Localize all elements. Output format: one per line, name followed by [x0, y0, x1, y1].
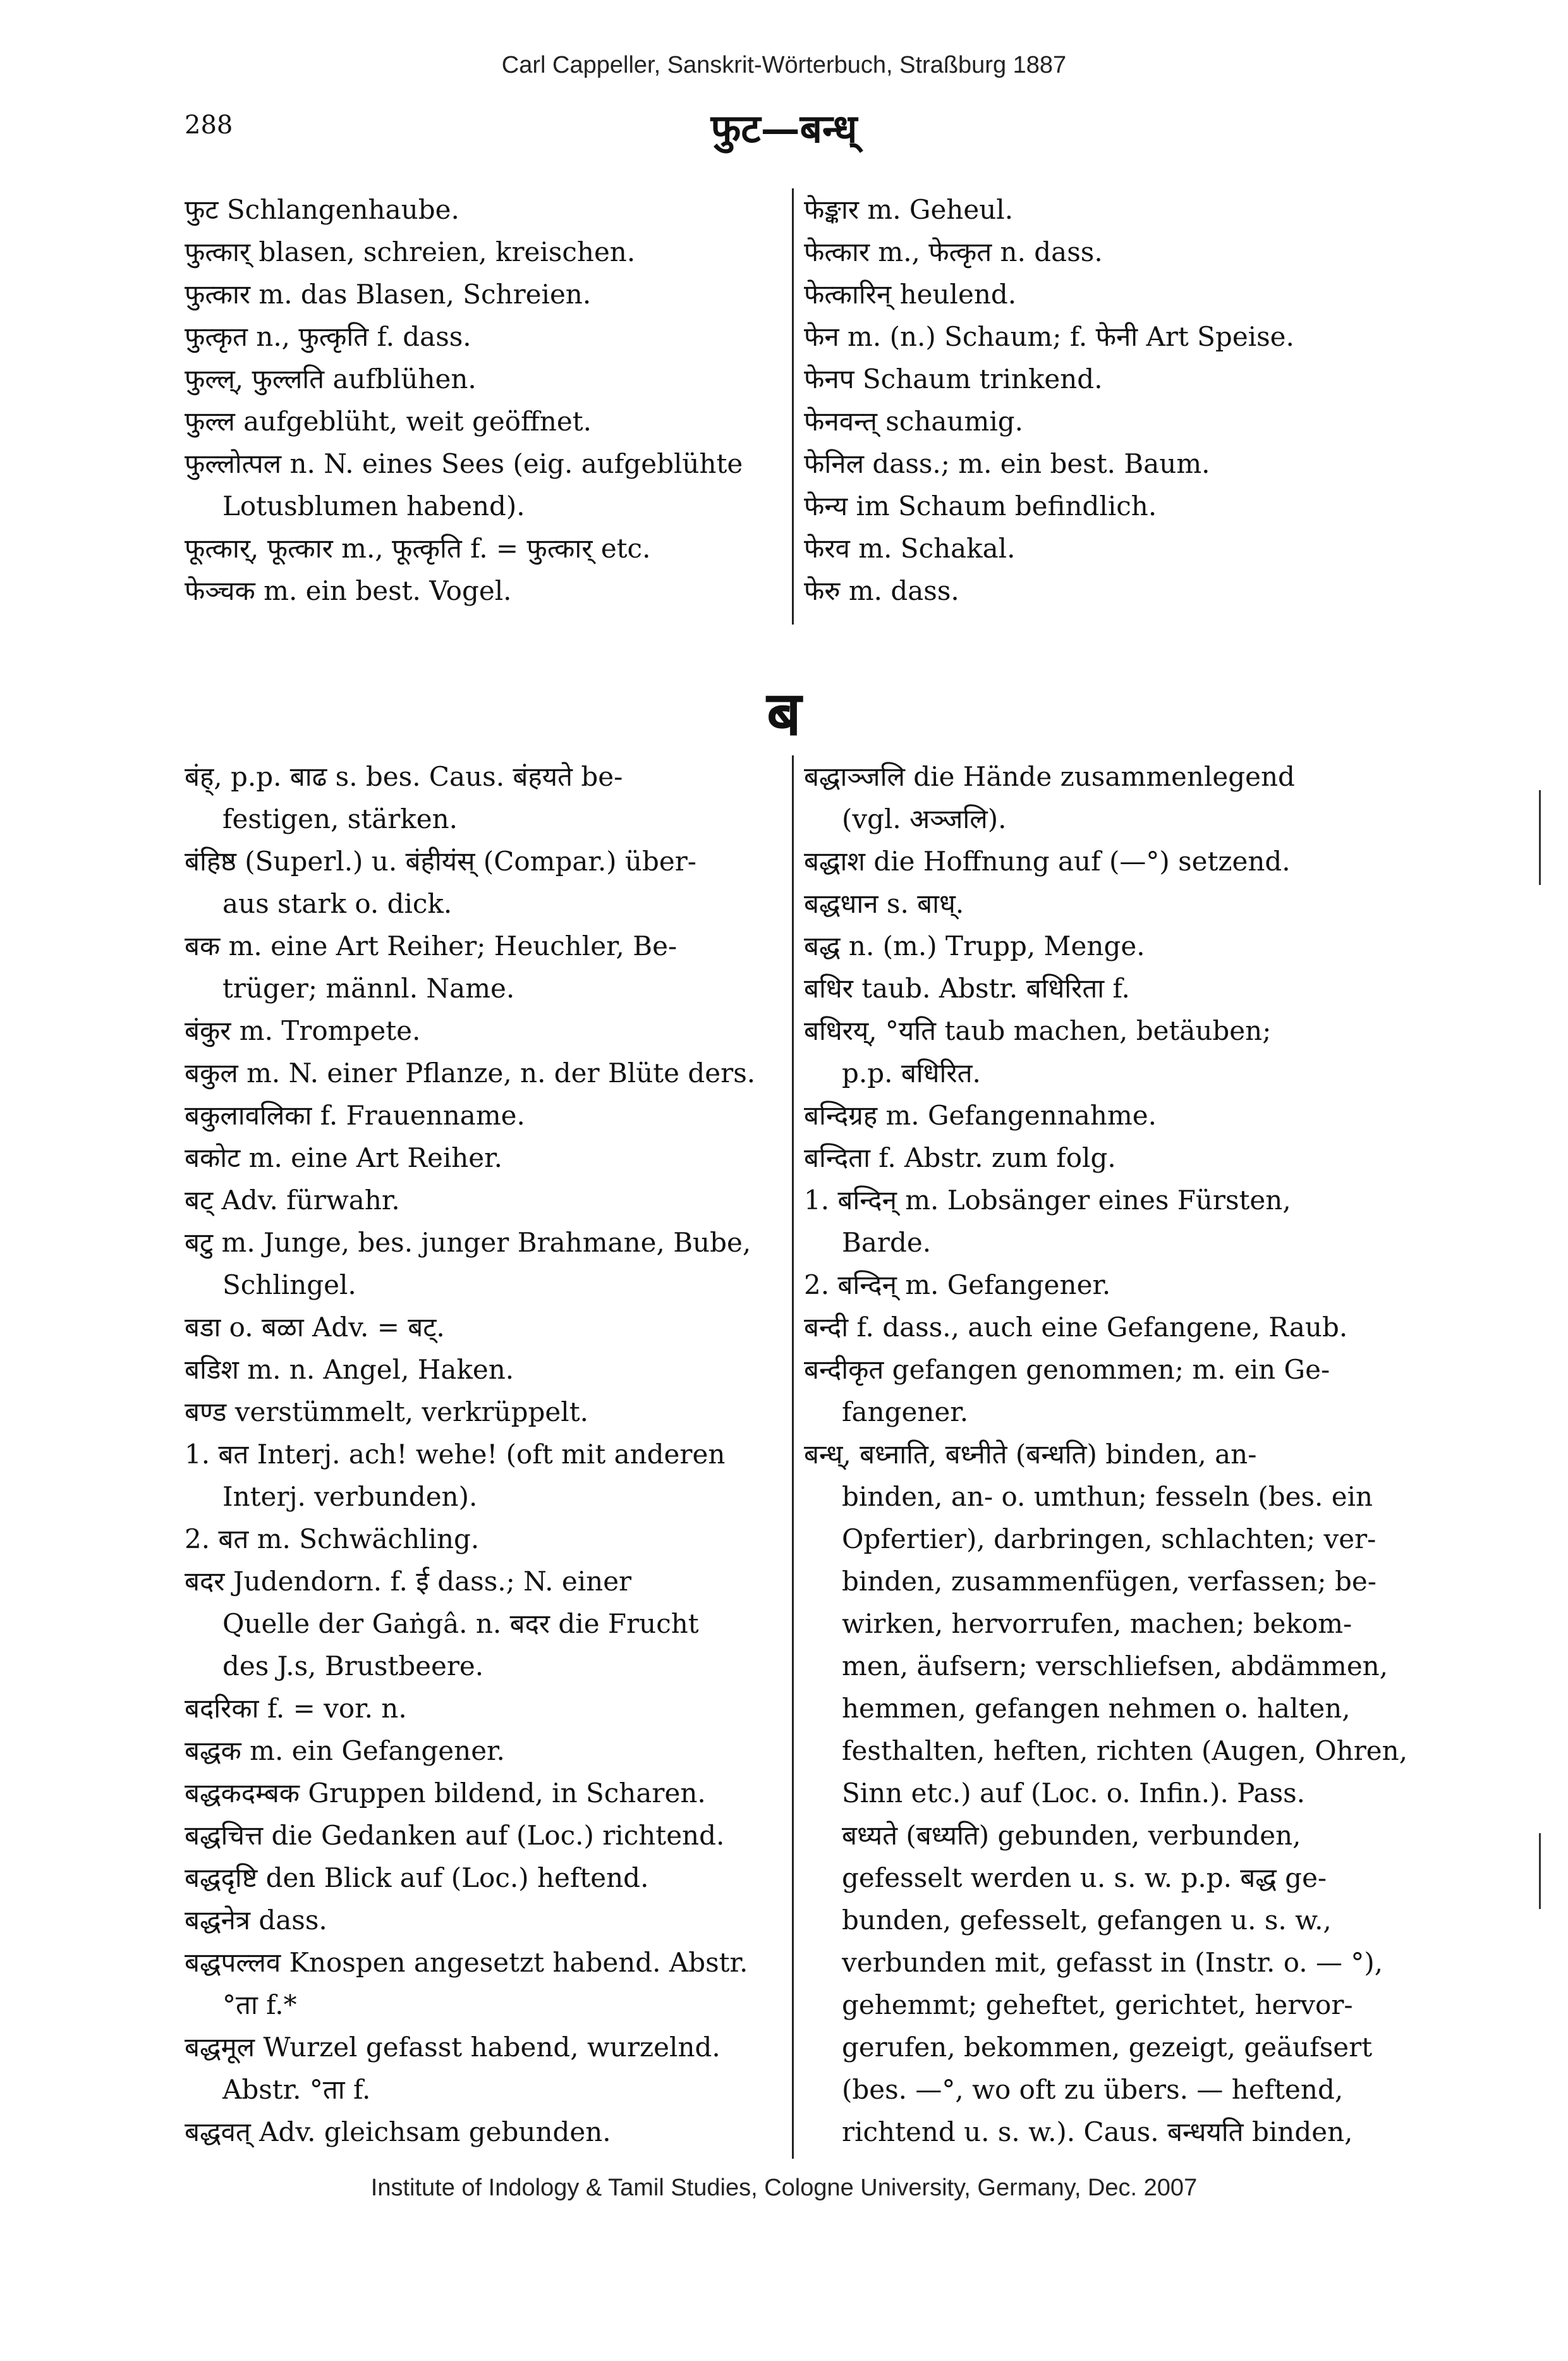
entry-continuation-line: Schlingel.: [222, 1269, 356, 1300]
dictionary-entry-line: फेनप Schaum trinkend.: [804, 363, 1103, 394]
entry-continuation-line: bunden, gefesselt, gefangen u. s. w.,: [842, 1905, 1332, 1936]
entry-continuation-line: (vgl. अञ्जलि).: [842, 803, 1007, 834]
entry-continuation-line: festigen, stärken.: [222, 803, 458, 834]
dictionary-entry-line: बद्धाश die Hoffnung auf (—°) setzend.: [804, 846, 1291, 877]
dictionary-entry-line: फूत्कार्, फूत्कार m., फूत्कृति f. = फुत्कार् etc.: [185, 533, 651, 564]
dictionary-entry-line: बटु m. Junge, bes. junger Brahmane, Bube,: [185, 1227, 751, 1258]
entry-continuation-line: binden, an- o. umthun; fesseln (bes. ein: [842, 1481, 1373, 1512]
entry-continuation-line: verbunden mit, gefasst in (Instr. o. — °),: [842, 1947, 1383, 1978]
dictionary-entry-line: फुल्लोत्पल n. N. eines Sees (eig. aufgeblühte: [185, 448, 743, 479]
dictionary-entry-line: बद्धधान s. बाध्.: [804, 888, 964, 919]
entry-continuation-line: gerufen, bekommen, gezeigt, geäufsert: [842, 2032, 1373, 2063]
entry-continuation-line: Quelle der Gaṅgâ. n. बदर die Frucht: [222, 1608, 699, 1639]
top-column-rule: [792, 188, 794, 625]
entry-continuation-line: gehemmt; geheftet, gerichtet, hervor-: [842, 1989, 1353, 2020]
dictionary-entry-line: बदरिका f. = vor. n.: [185, 1693, 407, 1724]
dictionary-entry-line: 2. बत m. Schwächling.: [185, 1523, 480, 1554]
dictionary-entry-line: बन्दीकृत gefangen genommen; m. ein Ge-: [804, 1354, 1330, 1385]
entry-continuation-line: p.p. बधिरित.: [842, 1058, 981, 1089]
dictionary-entry-line: फेत्कार m., फेत्कृत n. dass.: [804, 236, 1103, 267]
entry-continuation-line: °ता f.*: [222, 1989, 297, 2020]
dictionary-entry-line: 1. बत Interj. ach! wehe! (oft mit anderen: [185, 1439, 726, 1470]
entry-continuation-line: des J.s, Brustbeere.: [222, 1650, 484, 1681]
dictionary-entry-line: फेनिल dass.; m. ein best. Baum.: [804, 448, 1210, 479]
entry-continuation-line: men, äufsern; verschliefsen, abdämmen,: [842, 1650, 1389, 1681]
dictionary-entry-line: 2. बन्दिन् m. Gefangener.: [804, 1269, 1111, 1300]
dictionary-entry-line: फेत्कारिन् heulend.: [804, 279, 1017, 310]
dictionary-entry-line: बद्धचित्त die Gedanken auf (Loc.) richtend.: [185, 1820, 725, 1851]
entry-continuation-line: बध्यते (बध्यति) gebunden, verbunden,: [842, 1820, 1301, 1851]
entry-continuation-line: festhalten, heften, richten (Augen, Ohren,: [842, 1735, 1408, 1766]
top-left-column: [185, 188, 779, 612]
dictionary-entry-line: फेरु m. dass.: [804, 575, 959, 606]
dictionary-entry-line: बण्ड verstümmelt, verkrüppelt.: [185, 1396, 588, 1427]
dictionary-entry-line: फेन m. (n.) Schaum; f. फेनी Art Speise.: [804, 321, 1294, 352]
dictionary-entry-line: बद्धनेत्र dass.: [185, 1905, 327, 1936]
dictionary-entry-line: फेनवन्त् schaumig.: [804, 406, 1023, 437]
dictionary-entry-line: फुट Schlangenhaube.: [185, 194, 459, 225]
dictionary-entry-line: बधिर taub. Abstr. बधिरिता f.: [804, 973, 1130, 1004]
dictionary-entry-line: बदर Judendorn. f. ई dass.; N. einer: [185, 1566, 632, 1597]
entry-continuation-line: Interj. verbunden).: [222, 1481, 478, 1512]
right-column: [804, 755, 1408, 2153]
dictionary-entry-line: फुल्ल्, फुल्लति aufblühen.: [185, 363, 477, 394]
dictionary-entry-line: बकोट m. eine Art Reiher.: [185, 1142, 502, 1173]
dictionary-entry-line: बद्धदृष्टि den Blick auf (Loc.) heftend.: [185, 1862, 649, 1893]
dictionary-entry-line: बन्दिता f. Abstr. zum folg.: [804, 1142, 1116, 1173]
entry-continuation-line: gefesselt werden u. s. w. p.p. बद्ध ge-: [842, 1862, 1327, 1893]
entry-continuation-line: (bes. —°, wo oft zu übers. — heftend,: [842, 2074, 1344, 2105]
dictionary-entry-line: फेन्य im Schaum befindlich.: [804, 491, 1157, 522]
section-letter: ब: [767, 678, 801, 749]
entry-continuation-line: Abstr. °ता f.: [222, 2074, 371, 2105]
dictionary-entry-line: बद्धवत् Adv. gleichsam gebunden.: [185, 2116, 611, 2147]
entry-continuation-line: hemmen, gefangen nehmen o. halten,: [842, 1693, 1351, 1724]
dictionary-entry-line: बद्धक m. ein Gefangener.: [185, 1735, 505, 1766]
dictionary-entry-line: बडा o. बळा Adv. = बट्.: [185, 1312, 445, 1343]
margin-mark: [1539, 1833, 1541, 1909]
entry-continuation-line: Opfertier), darbringen, schlachten; ver-: [842, 1523, 1377, 1554]
entry-continuation-line: Barde.: [842, 1227, 932, 1258]
dictionary-entry-line: फेञ्चक m. ein best. Vogel.: [185, 575, 512, 606]
source-line: Carl Cappeller, Sanskrit-Wörterbuch, Straßburg 1887: [501, 52, 1067, 78]
entry-continuation-line: Sinn etc.) auf (Loc. o. Infin.). Pass.: [842, 1778, 1306, 1809]
dictionary-entry-line: बन्दिग्रह m. Gefangennahme.: [804, 1100, 1157, 1131]
left-column: [185, 755, 779, 2153]
dictionary-entry-line: बद्धकदम्बक Gruppen bildend, in Scharen.: [185, 1778, 706, 1809]
running-head: फुट—बन्ध्: [710, 106, 858, 152]
entry-continuation-line: fangener.: [842, 1396, 969, 1427]
dictionary-entry-line: फुत्कृत n., फुत्कृति f. dass.: [185, 321, 471, 352]
dictionary-entry-line: बंह्, p.p. बाढ s. bes. Caus. बंहयते be-: [185, 761, 623, 792]
entry-continuation-line: richtend u. s. w.). Caus. बन्धयति binden,: [842, 2116, 1353, 2147]
dictionary-entry-line: बकुलावलिका f. Frauenname.: [185, 1100, 525, 1131]
top-right-column: [804, 188, 1398, 612]
dictionary-entry-line: बन्ध्, बध्नाति, बध्नीते (बन्धति) binden, an-: [804, 1439, 1257, 1470]
dictionary-entry-line: फेङ्कार m. Geheul.: [804, 194, 1014, 225]
entry-continuation-line: Lotusblumen habend).: [222, 491, 525, 522]
entry-continuation-line: binden, zusammenfügen, verfassen; be-: [842, 1566, 1377, 1597]
dictionary-entry-line: बद्धपल्लव Knospen angesetzt habend. Abstr.: [185, 1947, 748, 1978]
main-column-rule: [792, 755, 794, 2159]
dictionary-entry-line: बकुल m. N. einer Pflanze, n. der Blüte ders.: [185, 1058, 756, 1089]
dictionary-entry-line: बधिरय्, °यति taub machen, betäuben;: [804, 1015, 1272, 1046]
entry-continuation-line: wirken, hervorrufen, machen; bekom-: [842, 1608, 1352, 1639]
dictionary-entry-line: बक m. eine Art Reiher; Heuchler, Be-: [185, 930, 678, 961]
dictionary-entry-line: बंकुर m. Trompete.: [185, 1015, 421, 1046]
dictionary-entry-line: फुत्कार m. das Blasen, Schreien.: [185, 279, 592, 310]
page-number: 288: [185, 111, 233, 140]
entry-continuation-line: aus stark o. dick.: [222, 888, 453, 919]
dictionary-entry-line: बट् Adv. fürwahr.: [185, 1185, 400, 1216]
dictionary-entry-line: बद्धाञ्जलि die Hände zusammenlegend: [804, 761, 1295, 792]
dictionary-entry-line: फेरव m. Schakal.: [804, 533, 1016, 564]
margin-mark: [1539, 790, 1541, 885]
dictionary-entry-line: बद्धमूल Wurzel gefasst habend, wurzelnd.: [185, 2032, 720, 2063]
dictionary-entry-line: बंहिष्ठ (Superl.) u. बंहीयंस् (Compar.) über-: [185, 846, 696, 877]
dictionary-entry-line: फुत्कार् blasen, schreien, kreischen.: [185, 236, 636, 267]
footer: Institute of Indology & Tamil Studies, Cologne University, Germany, Dec. 2007: [370, 2175, 1198, 2201]
dictionary-entry-line: फुल्ल aufgeblüht, weit geöffnet.: [185, 406, 592, 437]
dictionary-entry-line: बन्दी f. dass., auch eine Gefangene, Raub.: [804, 1312, 1348, 1343]
dictionary-entry-line: बद्ध n. (m.) Trupp, Menge.: [804, 930, 1145, 961]
dictionary-entry-line: बडिश m. n. Angel, Haken.: [185, 1354, 514, 1385]
entry-continuation-line: trüger; männl. Name.: [222, 973, 515, 1004]
dictionary-entry-line: 1. बन्दिन् m. Lobsänger eines Fürsten,: [804, 1185, 1291, 1216]
